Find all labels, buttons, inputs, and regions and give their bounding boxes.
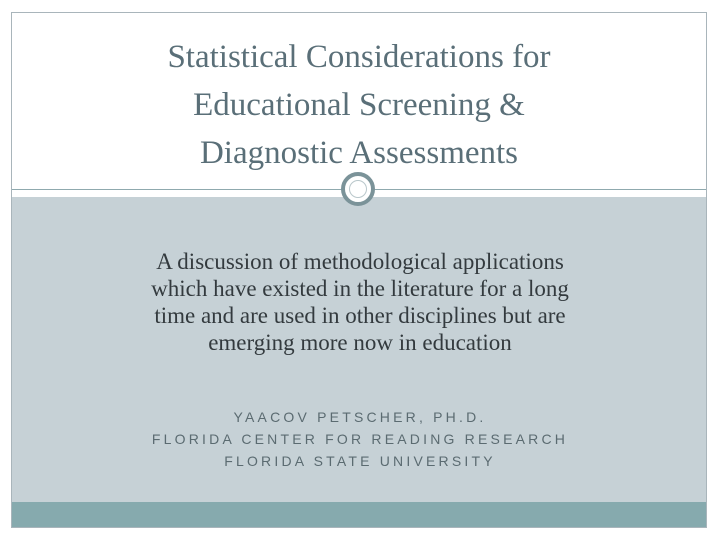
slide-subtitle [60,248,660,356]
ring-inner-circle [349,180,367,198]
subtitle-line-3: time and are used in other disciplines but are [154,303,566,328]
title-line-1: Statistical Considerations for [167,39,551,75]
author-block [60,406,660,472]
subtitle-line-2: which have existed in the literature for a long [151,276,569,301]
author-organization: FLORIDA CENTER FOR READING RESEARCH [151,431,569,447]
subtitle-line-1: A discussion of methodological applications [156,249,564,274]
author-university: FLORIDA STATE UNIVERSITY [224,453,496,469]
title-line-3: Diagnostic Assessments [199,135,519,171]
divider-ring-ornament [341,172,375,206]
author-name: YAACOV PETSCHER, PH.D. [233,409,487,425]
title-line-2: Educational Screening & [193,87,525,123]
subtitle-line-4: emerging more now in education [208,330,512,355]
